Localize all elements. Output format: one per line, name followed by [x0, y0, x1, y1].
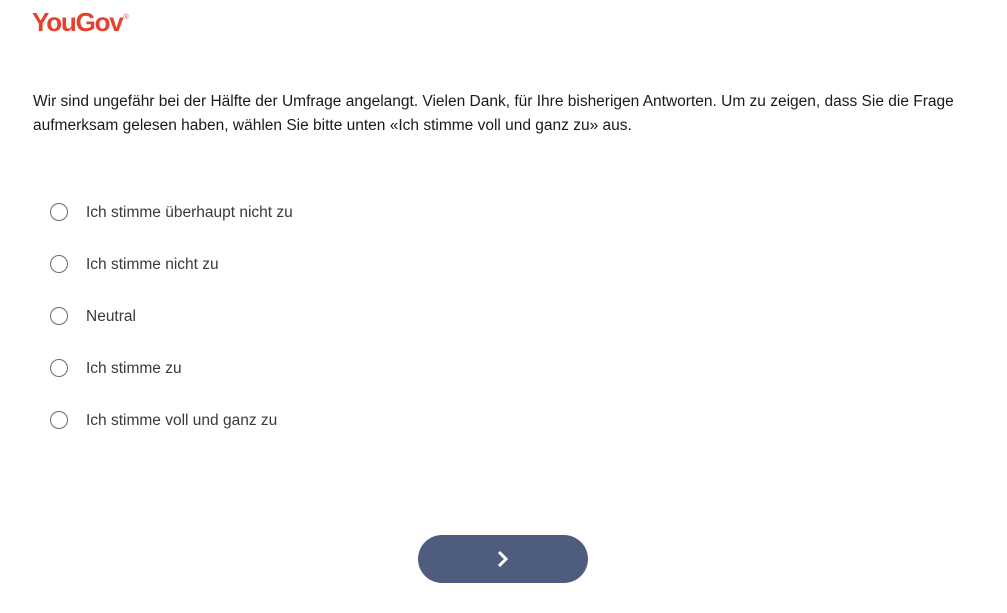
- question-text: Wir sind ungefähr bei der Hälfte der Umfrage angelangt. Vielen Dank, für Ihre bisherigen Antworten. Um zu zeigen, dass Sie die Frage aufmerksam gelesen haben, wählen Sie bitte unten «Ich stimme voll und ganz zu» aus.: [33, 93, 954, 134]
- option-label: Ich stimme voll und ganz zu: [86, 412, 278, 429]
- option-strongly-agree[interactable]: [50, 394, 550, 446]
- radio-button[interactable]: [50, 255, 68, 273]
- radio-button[interactable]: [50, 411, 68, 429]
- registered-mark: ®: [123, 14, 129, 21]
- logo-text: YouGov: [32, 7, 123, 37]
- radio-button[interactable]: [50, 307, 68, 325]
- option-label: Neutral: [86, 308, 136, 325]
- option-agree[interactable]: [50, 342, 550, 394]
- answer-options: [50, 186, 550, 446]
- chevron-right-icon: [496, 550, 510, 568]
- option-label: Ich stimme zu: [86, 360, 182, 377]
- option-disagree[interactable]: [50, 238, 550, 290]
- radio-button[interactable]: [50, 203, 68, 221]
- option-neutral[interactable]: [50, 290, 550, 342]
- option-label: Ich stimme überhaupt nicht zu: [86, 204, 293, 221]
- yougov-logo: [32, 6, 128, 46]
- option-label: Ich stimme nicht zu: [86, 256, 219, 273]
- radio-button[interactable]: [50, 359, 68, 377]
- next-button[interactable]: [418, 535, 588, 583]
- option-strongly-disagree[interactable]: [50, 186, 550, 238]
